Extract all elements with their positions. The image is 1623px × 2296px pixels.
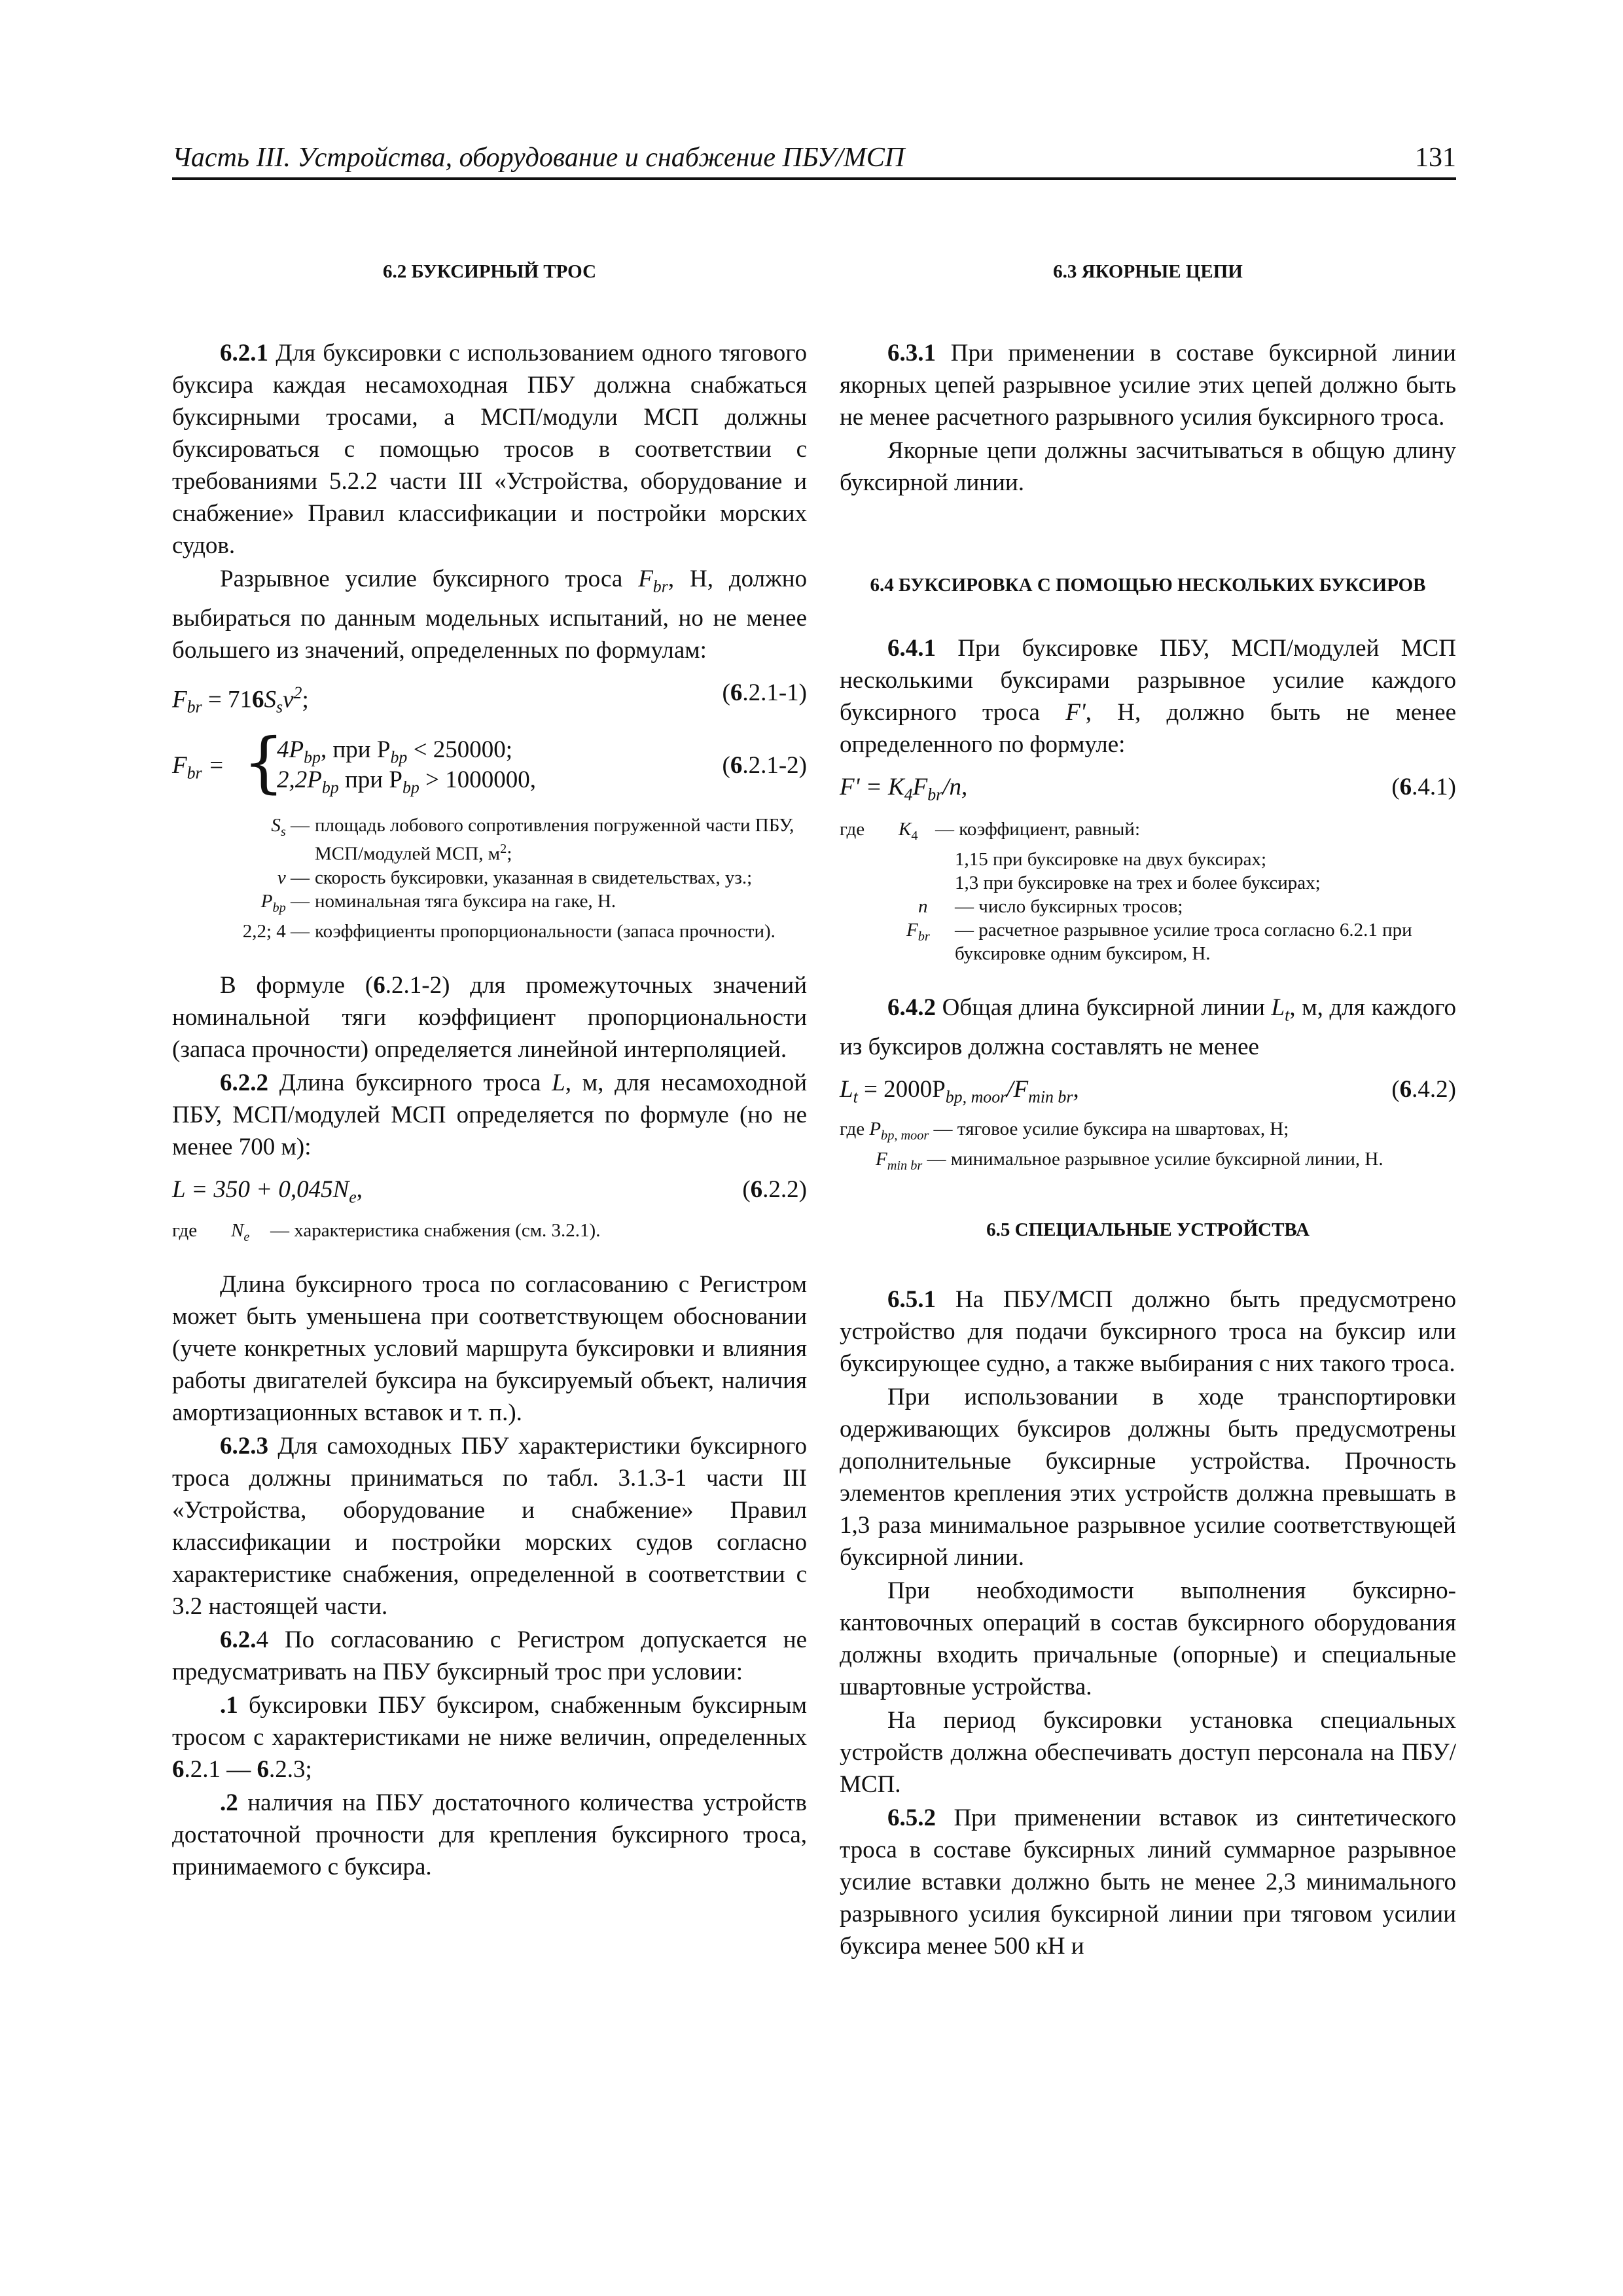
formula-6-2-1-2: $F_{br}$ = { $4P_{bp}$, при $P_{bp} < 250000$; $2,2P_{bp}$ при $P_{bp} > 1000000$, (6.2.1-2): [172, 724, 807, 801]
legend-row: $P_{bp}$ — номинальная тяга буксира на гаке, Н.: [260, 891, 616, 915]
paragraph-length-reduction: Длина буксирного троса по согласованию с Регистром может быть уменьшена при соответствующем обосновании (учете конкретных условий маршрута буксировки и влияния работы двигателей буксира на буксируемый объект, наличия амортизационных вставок и т. п.).: [172, 1270, 807, 1426]
paragraph-holding-tugs: При использовании в ходе транспортировки одерживающих буксиров должны быть предусмотрены дополнительные буксирные устройства. Прочность элементов крепления этих устройств должна превышать в 1,3 раза минимальное разрывное усилие соответствующей буксирной линии.: [840, 1383, 1456, 1571]
section-title-6-2: 6.2 БУКСИРНЫЙ ТРОС: [382, 261, 597, 282]
formula-legend: [840, 1117, 1456, 1177]
paragraph-6-2-2: 6.2.2 Длина буксирного троса L, м, для несамоходной ПБУ, МСП/модулей МСП определяется по формуле (но не менее 700 м):: [172, 1069, 807, 1160]
paragraph-condition-2: .2 наличия на ПБУ достаточного количества устройств достаточной прочности для крепления буксирного троса, принимаемого с буксира.: [172, 1789, 807, 1880]
paragraph-6-4-1: 6.4.1 При буксировке ПБУ, МСП/модулей МСП несколькими буксирами разрывное усилие каждого буксирного троса F', Н, должно быть не менее определенного по формуле:: [840, 635, 1456, 758]
formula-6-2-2: $L = 350 + 0,045N_e$, (6.2.2): [172, 1175, 807, 1207]
paragraph-6-4-2: 6.4.2 Общая длина буксирной линии $L_t$, м, для каждого из буксиров должна составлять не менее: [840, 994, 1456, 1061]
paragraph-6-5-1: 6.5.1 На ПБУ/МСП должно быть предусмотрено устройство для подачи буксирного троса на буксир или буксирующее судно, а также выбирания с них такого троса.: [840, 1285, 1456, 1377]
page-number: 131: [1415, 143, 1456, 173]
section-title-6-5: 6.5 СПЕЦИАЛЬНЫЕ УСТРОЙСТВА: [986, 1219, 1310, 1240]
right-column: [840, 259, 1456, 1964]
left-column: [172, 259, 807, 1884]
formula-legend: [840, 817, 1456, 965]
section-title-6-3: 6.3 ЯКОРНЫЕ ЦЕПИ: [1053, 261, 1243, 282]
legend-row: $F_{br}$ — расчетное разрывное усилие троса согласно 6.2.1 при буксировке одним буксиром, Н.: [906, 919, 1412, 964]
paragraph-6-2-1: 6.2.1 Для буксировки с использованием одного тягового буксира каждая несамоходная ПБУ должна снабжаться буксирными тросами, а МСП/модули МСП должны буксироваться с помощью тросов в соответствии с требованиями 5.2.2 части III «Устройства, оборудование и снабжение» Правил классификации и постройки морских судов.: [172, 340, 807, 559]
paragraph-interpolation: В формуле (6.2.1-2) для промежуточных значений номинальной тяги коэффициент пропорциональности (запаса прочности) определяется линейной интерполяцией.: [172, 971, 807, 1063]
legend-row: где $P_{bp, moor}$ — тяговое усилие буксира на швартовах, Н;: [840, 1119, 1289, 1143]
legend-row: $S_s$ — площадь лобового сопротивления погруженной части ПБУ, МСП/модулей МСП, $м^2$;: [271, 815, 794, 865]
legend-row: v — скорость буксировки, указанная в свидетельствах, уз.;: [277, 867, 753, 889]
legend-row: 1,15 при буксировке на двух буксирах;: [955, 848, 1267, 870]
paragraph-condition-1: .1 буксировки ПБУ буксиром, снабженным буксирным тросом с характеристиками не ниже величин, определенных 6.2.1 — 6.2.3;: [172, 1691, 807, 1783]
formula-legend: [172, 814, 807, 942]
legend-row: $F_{min br}$ — минимальное разрывное усилие буксирной линии, Н.: [876, 1148, 1383, 1173]
section-title-6-4: 6.4 БУКСИРОВКА С ПОМОЩЬЮ НЕСКОЛЬКИХ БУКСИРОВ: [870, 575, 1426, 596]
header-title: Часть III. Устройства, оборудование и снабжение ПБУ/МСП: [172, 143, 905, 173]
paragraph-6-5-2: 6.5.2 При применении вставок из синтетического троса в составе буксирных линий суммарное разрывное усилие вставки должно быть не менее 2,3 минимального разрывного усилия буксирной линии при тяговом усилии буксира менее 500 кН и: [840, 1804, 1456, 1960]
legend-row: 2,2; 4 — коэффициенты пропорциональности (запаса прочности).: [242, 920, 776, 942]
paragraph-personnel-access: На период буксировки установка специальных устройств должна обеспечивать доступ персонала на ПБУ/МСП.: [840, 1706, 1456, 1798]
paragraph-6-3-1: 6.3.1 При применении в составе буксирной линии якорных цепей разрывное усилие этих цепей должно быть не менее расчетного разрывного усилия буксирного троса.: [840, 340, 1456, 431]
formula-6-2-1-1: $F_{br} = 716S_sv^2$; (6.2.1-1): [172, 679, 807, 717]
legend-row: n — число буксирных тросов;: [918, 895, 1183, 917]
legend-row: где $K_4$ — коэффициент, равный:: [840, 819, 1140, 843]
formula-6-4-2: $L_t = 2000P_{bp, moor}/F_{min br}$, (6.4.2): [840, 1076, 1456, 1107]
paragraph-breaking-force: Разрывное усилие буксирного троса $F_{br}$, Н, должно выбираться по данным модельных испытаний, но не менее большего из значений, определенных по формулам:: [172, 565, 807, 664]
formula-6-4-1: $F' = K_4F_{br}/n$, (6.4.1): [840, 774, 1456, 804]
paragraph-mooring-devices: При необходимости выполнения буксирно-кантовочных операций в состав буксирного оборудования должны входить причальные (опорные) и специальные швартовные устройства.: [840, 1577, 1456, 1700]
running-header: [172, 134, 1456, 180]
formula-legend: [172, 1219, 807, 1249]
legend-row: 1,3 при буксировке на трех и более буксирах;: [955, 872, 1321, 893]
legend-row: где $N_e$ — характеристика снабжения (см. 3.2.1).: [172, 1219, 601, 1244]
brace-icon: {: [243, 724, 285, 801]
paragraph-6-2-3: 6.2.3 Для самоходных ПБУ характеристики буксирного троса должны приниматься по табл. 3.1.3-1 части III «Устройства, оборудование и снабжение» Правил классификации и постройки морских судов согласно характеристике снабжения, определенной в соответствии с 3.2 настоящей части.: [172, 1432, 807, 1620]
paragraph-6-2-4: 6.2.4 По согласованию с Регистром допускается не предусматривать на ПБУ буксирный трос при условии:: [172, 1626, 807, 1685]
paragraph-anchor-length: Якорные цепи должны засчитываться в общую длину буксирной линии.: [840, 437, 1456, 496]
